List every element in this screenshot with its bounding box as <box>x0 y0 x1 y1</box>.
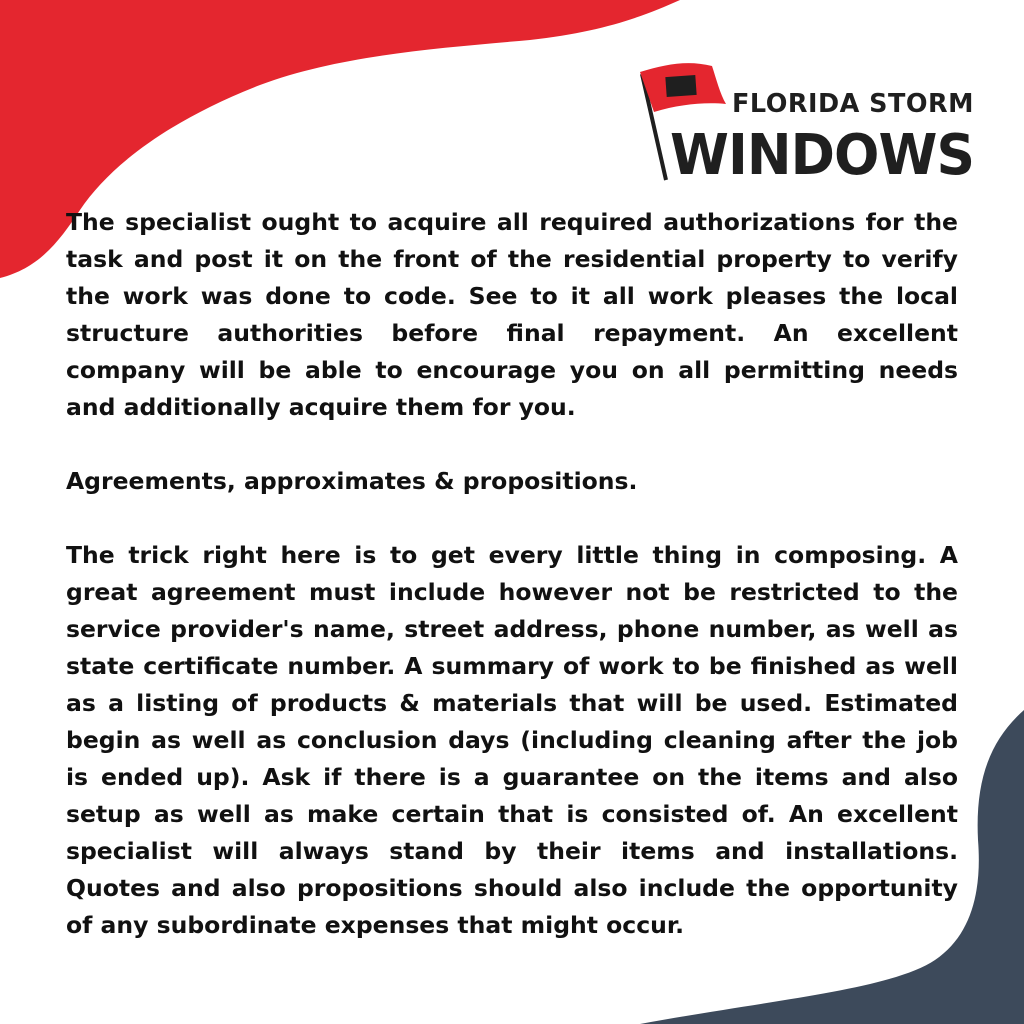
company-logo <box>636 60 976 184</box>
paragraph-permits: The specialist ought to acquire all required authorizations for the task and post it on the front of the residential property to verify the work was done to code. See to it all work pleases the local structure authorities before final repayment. An excellent company will be able to encourage you on all permitting needs and additionally acquire them for you. <box>66 208 958 421</box>
paragraph-agreements: The trick right here is to get every little thing in composing. A great agreement must include however not be restricted to the service provider's name, street address, phone number, as well as state certificate number. A summary of work to be finished as well as a listing of products & materials that will be used. Estimated begin as well as conclusion days (including cleaning after the job is ended up). Ask if there is a guarantee on the items and also setup as well as make certain that is consisted of. An excellent specialist will always stand by their items and installations. Quotes and also propositions should also include the opportunity of any subordinate expenses that might occur. <box>66 541 958 939</box>
logo-line1: FLORIDA STORM <box>732 89 974 119</box>
logo-line2: WINDOWS <box>670 123 974 184</box>
section-heading: Agreements, approximates & propositions. <box>66 467 638 495</box>
article-body <box>66 204 958 944</box>
